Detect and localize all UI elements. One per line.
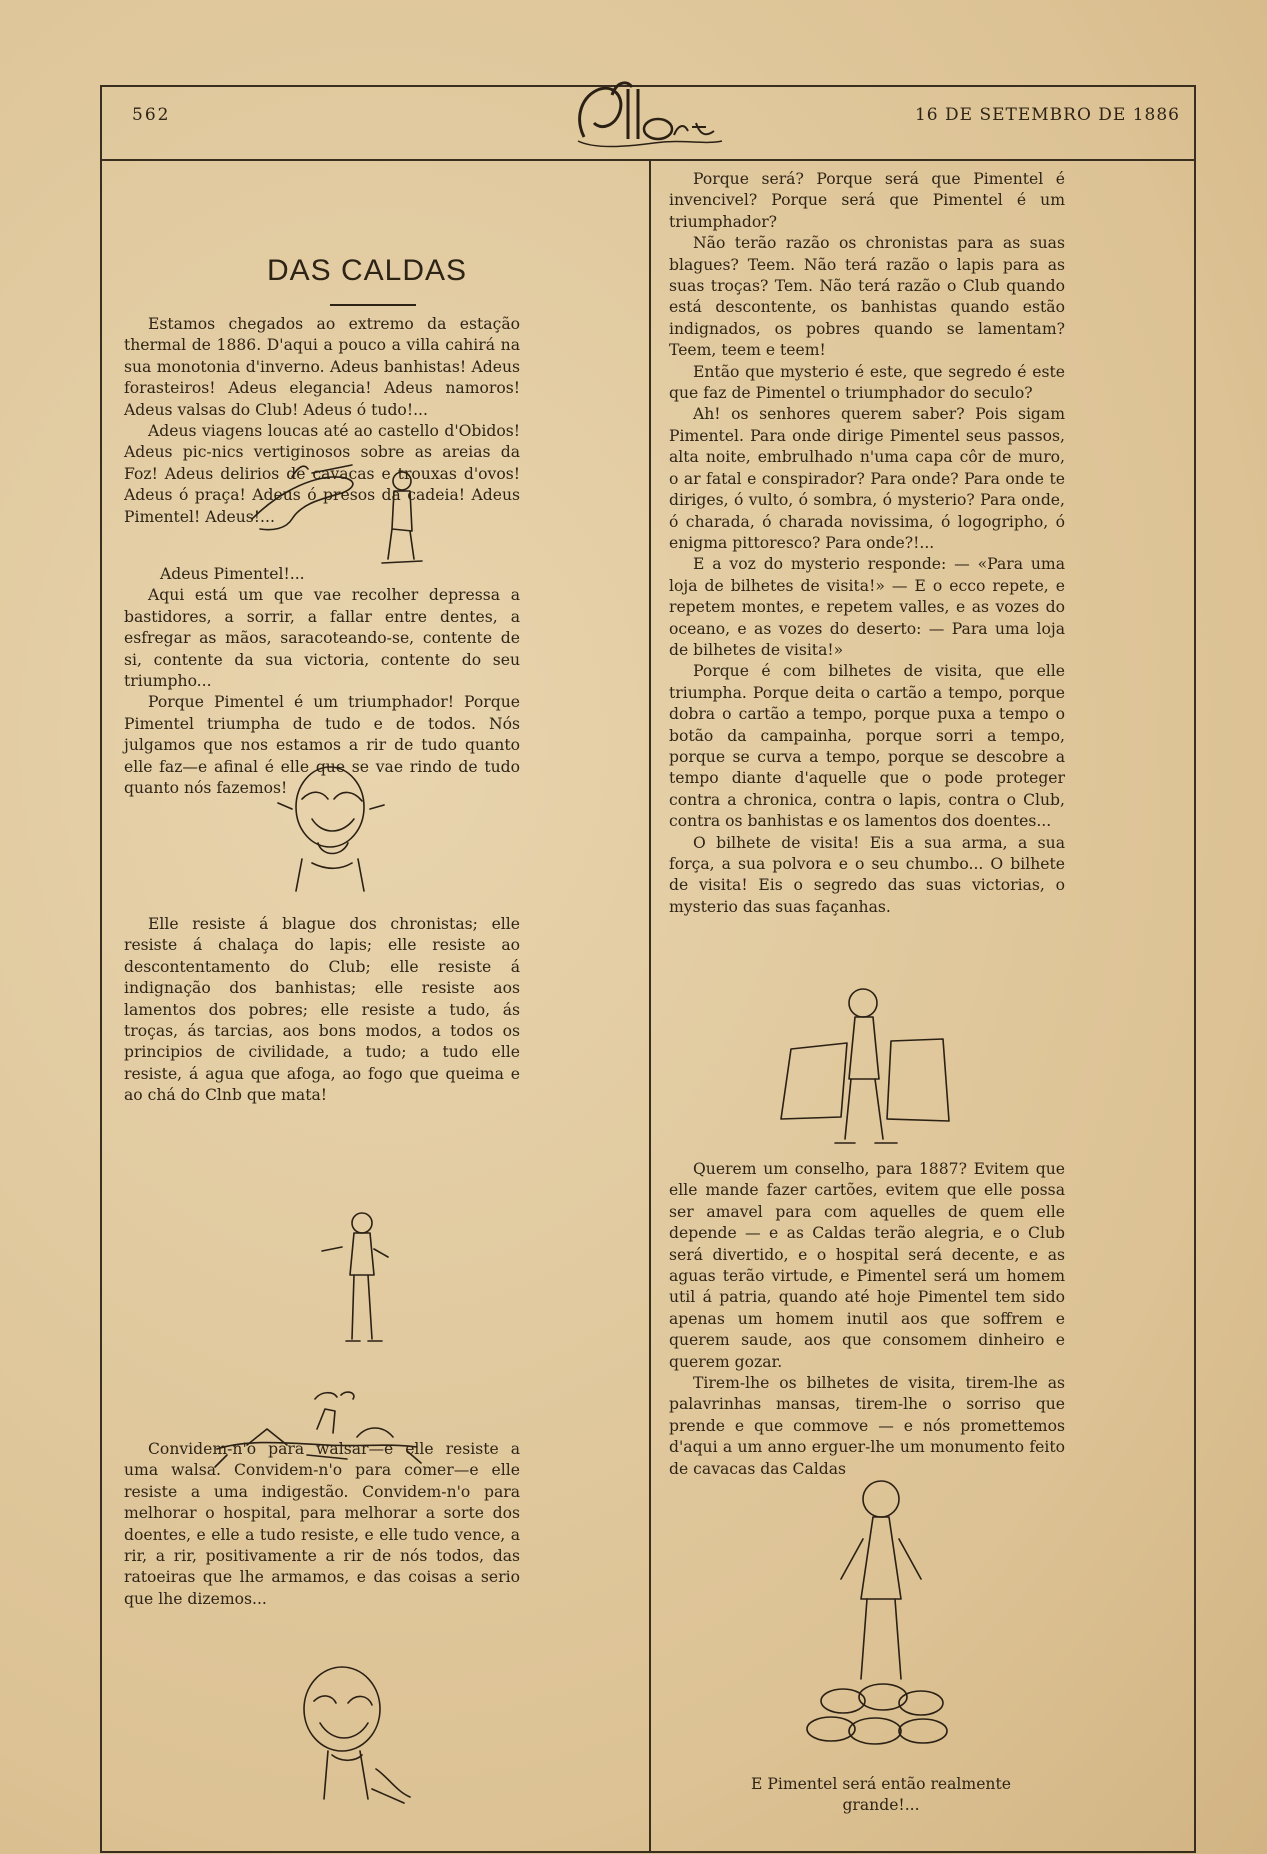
paragraph: Querem um conselho, para 1887? Evitem que elle mande fazer cartões, evitem que elle possa ser amavel para com aquelles de quem elle depende — e as Caldas terão alegria, e o Club será divertido, e o hospital será decente, e as aguas terão virtude, e Pimentel será um homem util á patria, quando até hoje Pimentel tem sido apenas um homem inutil aos que soffrem e querem saude, aos que consomem dinheiro e querem gozar.	[669, 1160, 1065, 1371]
masthead-logo	[554, 77, 724, 159]
paragraph: Porque Pimentel é um triumphador! Porque Pimentel triumpha de tudo e de todos. Nós julgamos que nos estamos a rir de tudo quanto elle faz—e afinal é elle que se vae rindo de tudo quanto nós fazemos!	[124, 693, 520, 798]
left-column	[102, 159, 649, 1851]
paragraph: Convidem-n'o para walsar—e elle resiste a uma walsa. Convidem-n'o para comer—e elle resiste a uma indigestão. Convidem-n'o para melhorar o hospital, para melhorar a sorte dos doentes, e elle a tudo resiste, e elle tudo vence, a rir, a rir, positivamente a rir de nós todos, das ratoeiras que lhe armamos, e das coisas a serio que lhe dizemos...	[124, 1440, 520, 1608]
page-number: 562	[132, 105, 171, 125]
paragraph: Elle resiste á blague dos chronistas; elle resiste á chalaça do lapis; elle resiste ao descontentamento do Club; elle resiste á indignação dos banhistas; elle resiste aos lamentos dos pobres; elle resiste a tudo, ás troças, ás tarcias, aos bons modos, a todos os principios de civilidade, a tudo; a tudo elle resiste, á agua que afoga, ao fogo que queima e ao chá do Clnb que mata!	[124, 915, 520, 1105]
page-frame	[100, 85, 1196, 1853]
paragraph: Aqui está um que vae recolher depressa a bastidores, a sorrir, a fallar entre dentes, a esfregar as mãos, saracoteando-se, contente de si, contente da sua victoria, contente do seu triumpho...	[124, 586, 520, 691]
illustration-pimentel-standing	[312, 1209, 402, 1349]
paragraph: Adeus Pimentel!...	[160, 565, 305, 583]
paragraph: O bilhete de visita! Eis a sua arma, a sua força, a sua polvora e o seu chumbo... O bilhete de visita! Eis o segredo das suas victorias, o mysterio das suas façanhas.	[669, 833, 1065, 916]
right-text-block-2	[669, 1159, 1065, 1480]
illustration-pointing-hand-and-pimentel	[242, 459, 442, 569]
paragraph: Então que mysterio é este, que segredo é este que faz de Pimentel o triumphador do seculo?	[669, 362, 1065, 403]
paragraph: Não terão razão os chronistas para as suas blagues? Teem. Não terá razão o lapis para as suas troças? Tem. Não terá razão o Club quando está descontente, os banhistas quando estão indignados, os pobres quando se lamentam? Teem, teem e teem!	[669, 234, 1065, 360]
right-text-block-1	[669, 169, 1065, 918]
left-text-block-3	[124, 914, 520, 1107]
illustration-pimentel-portrait-laughing	[272, 759, 392, 899]
title-rule	[330, 304, 416, 306]
illustration-pimentel-grinning	[272, 1659, 422, 1809]
issue-date: 16 DE SETEMBRO DE 1886	[914, 105, 1180, 125]
paragraph: Porque é com bilhetes de visita, que elle triumpha. Porque deita o cartão a tempo, porque dobra o cartão a tempo, porque puxa a tempo o botão da campainha, porque sorri a tempo, porque se curva a tempo, porque se descobre a tempo diante d'aquelle que o pode proteger contra a chronica, contra o lapis, contra o Club, contra os banhistas e os lamentos dos doentes...	[669, 662, 1065, 831]
masthead-logo-drawing	[554, 77, 724, 159]
paragraph: E a voz do mysterio responde: — «Para uma loja de bilhetes de visita!» — E o ecco repete, e repetem montes, e repetem valles, e as vozes do oceano, e as vozes do deserto: — Para uma loja de bilhetes de visita!»	[669, 555, 1065, 659]
caption-text: E Pimentel será então realmente grande!...	[751, 1775, 1011, 1815]
right-column	[651, 159, 1196, 1851]
illustration-pimentel-with-visiting-cards	[771, 979, 961, 1149]
left-text-block-4	[124, 1439, 520, 1610]
closing-caption	[711, 1774, 1051, 1817]
paragraph: Estamos chegados ao extremo da estação thermal de 1886. D'aqui a pouco a villa cahirá na sua monotonia d'inverno. Adeus banhistas! Adeus forasteiros! Adeus elegancia! Adeus namoros! Adeus valsas do Club! Adeus ó tudo!...	[124, 315, 520, 419]
paragraph: Porque será? Porque será que Pimentel é invencivel? Porque será que Pimentel é um triumphador?	[669, 170, 1065, 231]
paragraph: Ah! os senhores querem saber? Pois sigam Pimentel. Para onde dirige Pimentel seus passos, alta noite, embrulhado n'uma capa côr de muro, o ar fatal e conspirador? Para onde? Para onde te diriges, ó vulto, ó sombra, ó mysterio? Para onde, ó charada, ó charada novissima, ó logogripho, ó enigma pittoresco? Para onde?!...	[669, 405, 1065, 552]
illustration-pimentel-on-monument-of-cavacas	[801, 1469, 961, 1769]
paragraph: Adeus viagens loucas até ao castello d'Obidos! Adeus pic-nics vertiginosos sobre as areias da Foz! Adeus delirios de cavacas e trouxas d'ovos! Adeus ó praça! Adeus ó presos da cadeia! Adeus Pimentel! Adeus!...	[124, 422, 520, 526]
article-title: DAS CALDAS	[266, 254, 468, 287]
paragraph: Tirem-lhe os bilhetes de visita, tirem-lhe as palavrinhas mansas, tirem-lhe o sorriso que prende e que commove — e nós promettemos d'aqui a um anno erguer-lhe um monumento feito de cavacas das Caldas	[669, 1374, 1065, 1478]
